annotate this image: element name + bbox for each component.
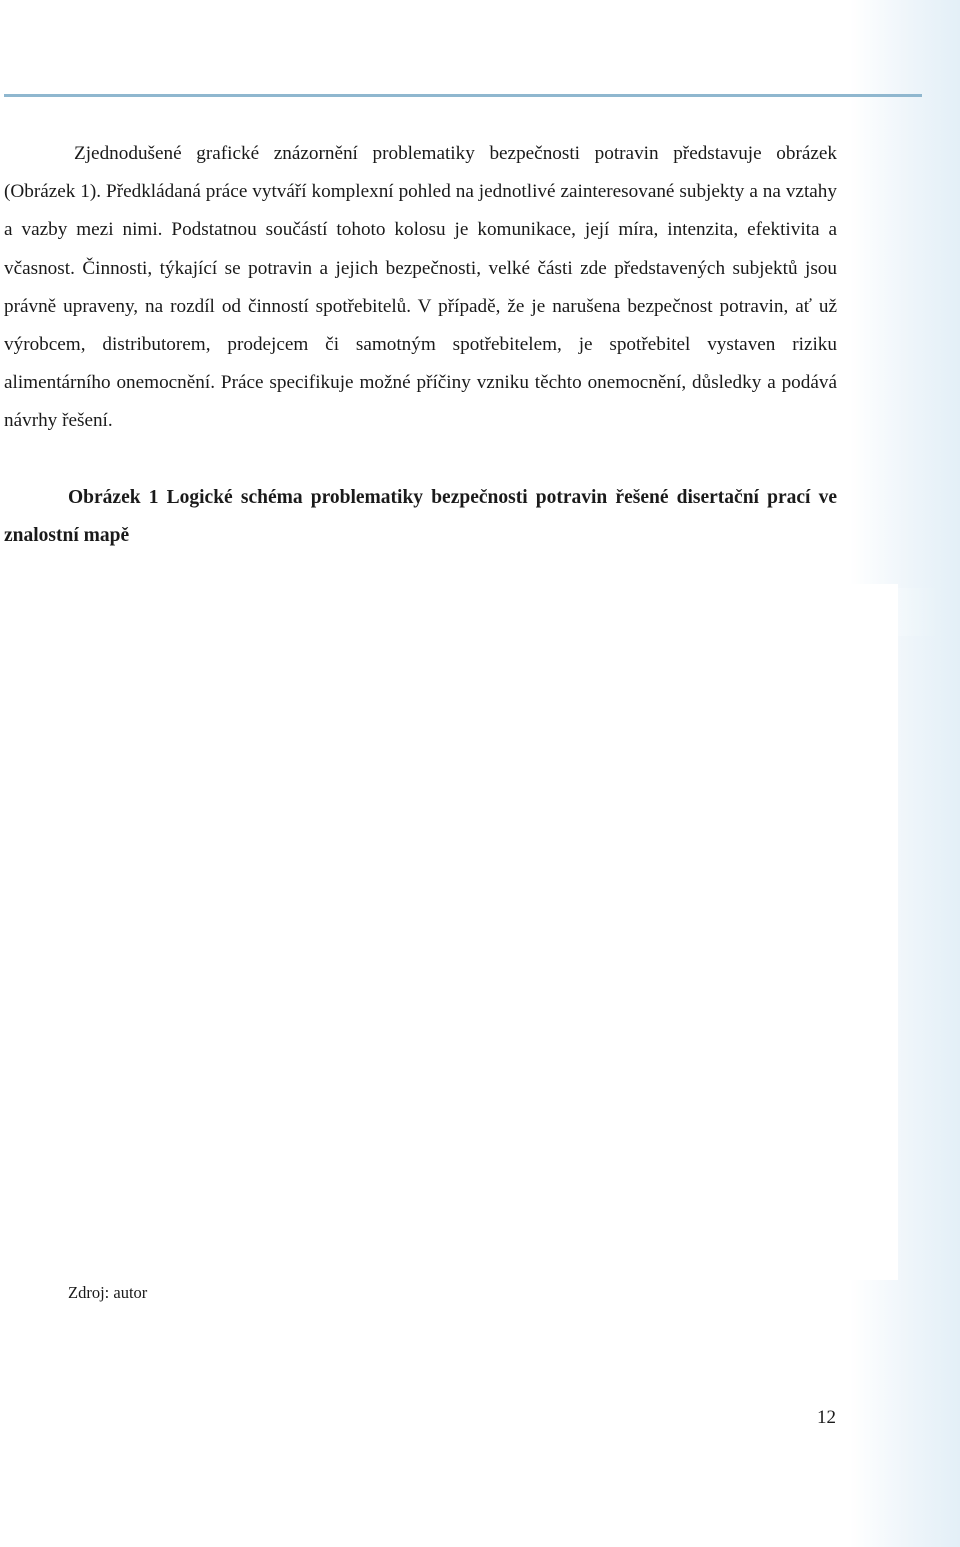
figure-source: Zdroj: autor [68, 1283, 148, 1302]
header-rule [4, 94, 922, 97]
figure-placeholder [845, 584, 898, 1280]
figure-caption: Obrázek 1 Logické schéma problematiky bezpečnosti potravin řešené disertační prací ve znalostní mapě [4, 486, 837, 546]
page-content [4, 135, 837, 555]
figure-edge-decoration [898, 588, 938, 636]
page-number: 12 [817, 1407, 836, 1428]
body-paragraph: Zjednodušené grafické znázornění problematiky bezpečnosti potravin představuje obrázek (Obrázek 1). Předkládaná práce vytváří komplexní pohled na jednotlivé zainteresované subjekty a na vztahy a vazby mezi nimi. Podstatnou součástí tohoto kolosu je komunikace, její míra, intenzita, efektivita a včasnost. Činnosti, týkající se potravin a jejich bezpečnosti, velké části zde představených subjektů jsou právně upraveny, na rozdíl od činností spotřebitelů. V případě, že je narušena bezpečnost potravin, ať už výrobcem, distributorem, prodejcem či samotným spotřebitelem, je spotřebitel vystaven riziku alimentárního onemocnění. Práce specifikuje možné příčiny vzniku těchto onemocnění, důsledky a podává návrhy řešení. [4, 143, 837, 432]
